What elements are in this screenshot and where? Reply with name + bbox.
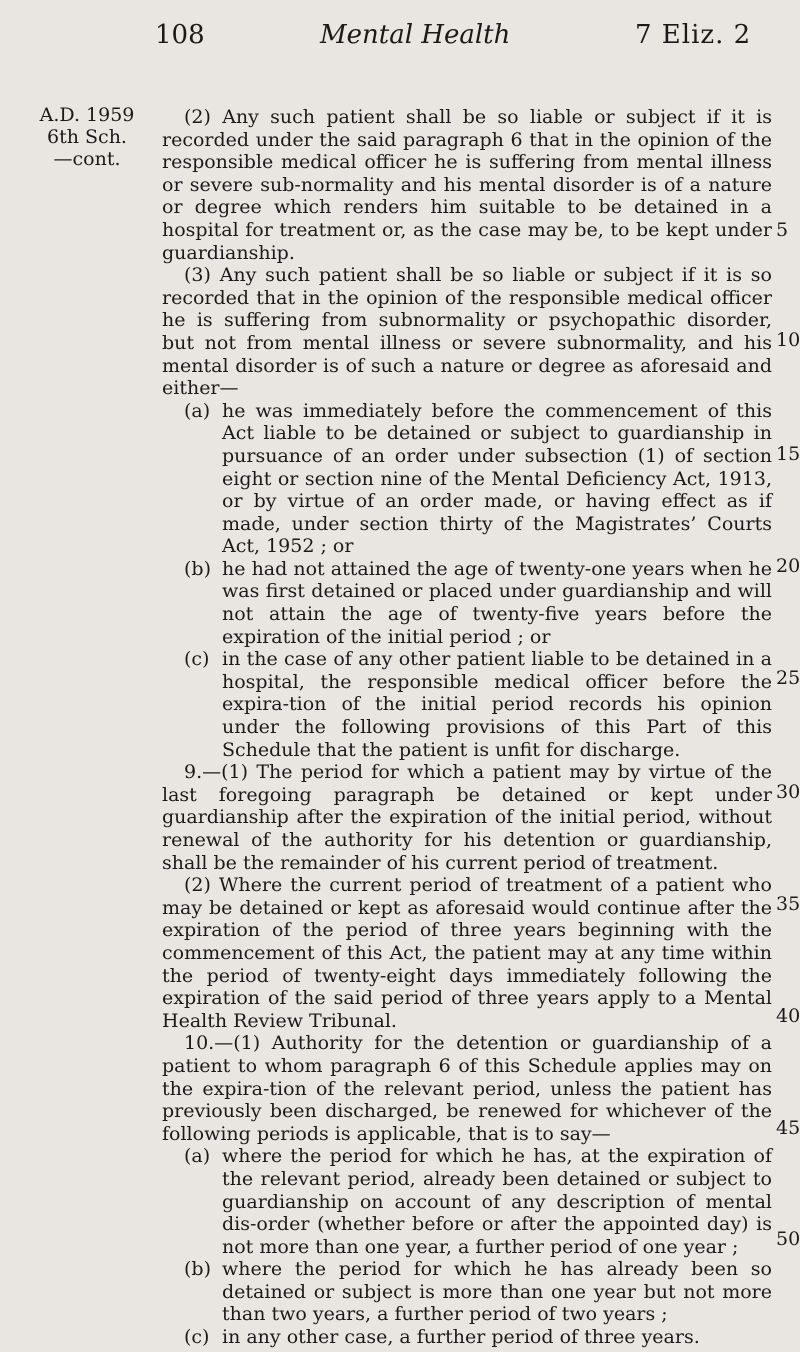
line-number: 30 <box>776 781 800 803</box>
running-title: Mental Health <box>320 20 511 50</box>
line-number: 15 <box>776 443 800 465</box>
item-text: in any other case, a further period of three years. <box>222 1326 700 1349</box>
item-label: (a) <box>184 1145 211 1168</box>
line-number: 5 <box>776 219 789 241</box>
list-item <box>162 1258 772 1326</box>
renewal-periods-list <box>162 1145 772 1348</box>
conditions-list <box>162 400 772 762</box>
margin-cont: —cont. <box>53 148 121 170</box>
line-number: 40 <box>776 1005 800 1027</box>
item-text: where the period for which he has already been so detained or subject is more than one year but not more than two years, a further period of two years ; <box>222 1258 772 1326</box>
line-number: 45 <box>776 1117 800 1139</box>
item-text: where the period for which he has, at the expiration of the relevant period, already been detained or subject to guardianship on account of any description of mental dis-order (whether before or after the appointed day) is not more than one year, a further period of one year ; <box>222 1145 772 1258</box>
line-number: 25 <box>776 667 800 689</box>
paragraph-8-3: (3) Any such patient shall be so liable or subject if it is so recorded that in the opinion of the responsible medical officer he is suffering from subnormality or psychopathic disorder, but not from mental illness or severe subnormality, and his mental disorder is of such a nature or degree as aforesaid and either— <box>162 264 772 400</box>
item-text: he was immediately before the commencement of this Act liable to be detained or subject to guardianship in pursuance of an order under subsection (1) of section eight or section nine of the Mental Deficiency Act, 1913, or by virtue of an order made, or having effect as if made, under section thirty of the Magistrates’ Courts Act, 1952 ; or <box>222 399 772 558</box>
body-text <box>162 106 772 1349</box>
paragraph-9-2: (2) Where the current period of treatment of a patient who may be detained or kept as aforesaid would continue after the expiration of the period of three years beginning with the commencement of this Act, the patient may at any time within the period of twenty-eight days immediately following the expiration of the said period of three years apply to a Mental Health Review Tribunal. <box>162 874 772 1032</box>
item-label: (c) <box>184 1326 210 1349</box>
list-item <box>162 1145 772 1258</box>
paragraph-8-2: (2) Any such patient shall be so liable or subject if it is recorded under the said paragraph 6 that in the opinion of the responsible medical officer he is suffering from mental illness or severe sub-normality and his mental disorder is of a nature or degree which renders him suitable to be detained in a hospital for treatment or, as the case may be, to be kept under guardianship. <box>162 106 772 264</box>
running-header <box>0 20 800 60</box>
line-number: 50 <box>776 1228 800 1250</box>
item-label: (c) <box>184 648 210 671</box>
item-label: (a) <box>184 399 211 422</box>
margin-schedule: 6th Sch. <box>47 126 127 148</box>
line-number: 10 <box>776 329 800 351</box>
margin-year: A.D. 1959 <box>39 104 135 126</box>
item-text: in the case of any other patient liable to be detained in a hospital, the responsible medical officer before the expira-tion of the initial period records his opinion under the following provisions of this Part of this Schedule that the patient is unfit for discharge. <box>222 648 772 761</box>
margin-note <box>32 104 142 170</box>
item-text: he had not attained the age of twenty-one years when he was first detained or placed under guardianship and will not attain the age of twenty-five years before the expiration of the initial period ; or <box>222 557 772 648</box>
list-item <box>162 1326 772 1349</box>
regnal-year: 7 Eliz. 2 <box>635 20 752 50</box>
list-item <box>162 400 772 558</box>
page-number: 108 <box>155 20 205 50</box>
item-label: (b) <box>184 557 211 580</box>
list-item <box>162 558 772 648</box>
list-item <box>162 648 772 761</box>
line-numbers <box>770 0 800 1352</box>
paragraph-10-1: 10.—(1) Authority for the detention or guardianship of a patient to whom paragraph 6 of this Schedule applies may on the expira-tion of the relevant period, unless the patient has previously been discharged, be renewed for whichever of the following periods is applicable, that is to say— <box>162 1032 772 1145</box>
paragraph-9-1: 9.—(1) The period for which a patient may by virtue of the last foregoing paragraph be detained or kept under guardianship after the expiration of the initial period, without renewal of the authority for his detention or guardianship, shall be the remainder of his current period of treatment. <box>162 761 772 874</box>
line-number: 35 <box>776 893 800 915</box>
item-label: (b) <box>184 1258 211 1281</box>
line-number: 20 <box>776 555 800 577</box>
